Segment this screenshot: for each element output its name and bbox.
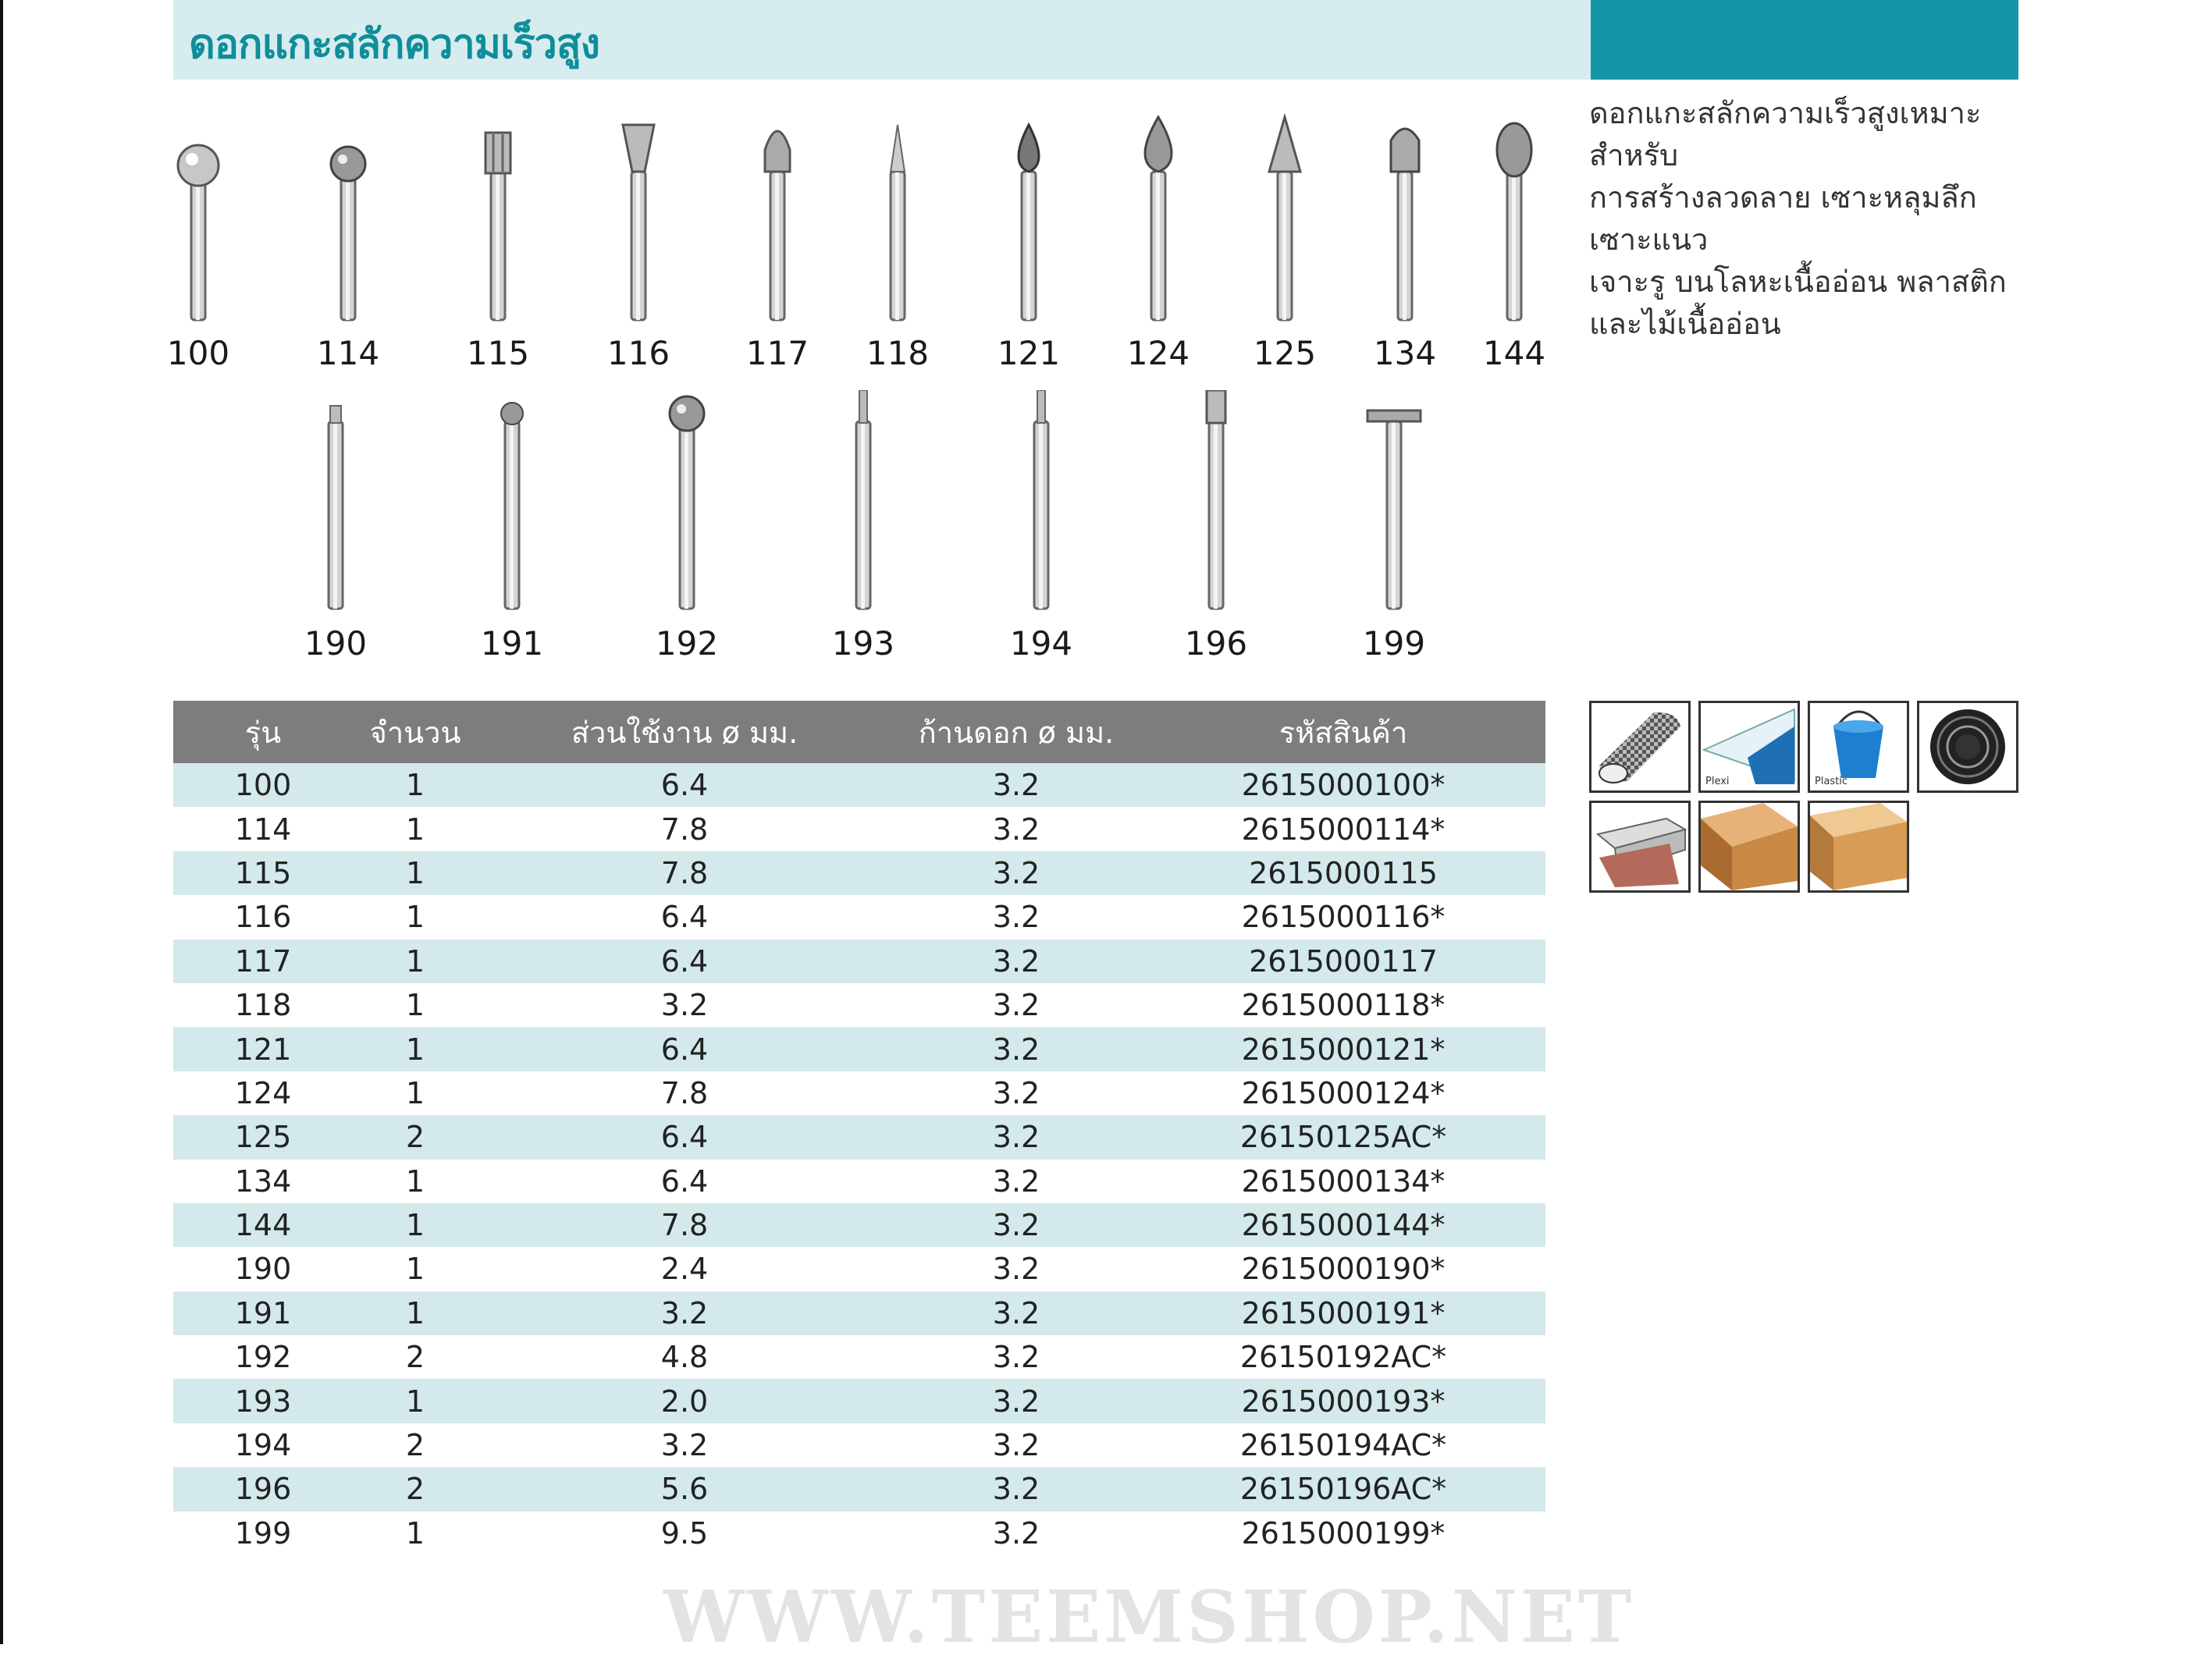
cell-shank-diameter: 3.2 (992, 1472, 1040, 1507)
bit-label: 196 (1184, 624, 1248, 663)
cell-product-code: 26150196AC* (1239, 1472, 1447, 1507)
cell-shank-diameter: 3.2 (992, 812, 1040, 847)
cell-working-diameter: 6.4 (660, 900, 709, 935)
table-row (173, 940, 1545, 983)
wood-board-icon (1808, 801, 1909, 893)
cell-shank-diameter: 3.2 (992, 1032, 1040, 1067)
cell-quantity: 1 (405, 900, 425, 935)
table-row (173, 851, 1545, 895)
cell-shank-diameter: 3.2 (992, 1384, 1040, 1419)
cell-working-diameter: 2.4 (660, 1252, 709, 1287)
cell-quantity: 2 (405, 1120, 425, 1155)
metal-profile-icon (1589, 801, 1691, 893)
bit-125-icon (1238, 101, 1332, 328)
cell-product-code: 2615000191* (1241, 1295, 1446, 1330)
cell-shank-diameter: 3.2 (992, 1163, 1040, 1199)
cell-model: 191 (234, 1295, 292, 1330)
table-row (173, 1203, 1545, 1247)
bit-118-icon (851, 101, 944, 328)
cell-shank-diameter: 3.2 (992, 1252, 1040, 1287)
cell-quantity: 1 (405, 1075, 425, 1110)
cell-model: 100 (234, 768, 292, 803)
cell-working-diameter: 5.6 (660, 1472, 709, 1507)
watermark: WWW.TEEMSHOP.NET (663, 1575, 1635, 1659)
page-border (0, 0, 3, 1644)
cell-working-diameter: 7.8 (660, 812, 709, 847)
cell-shank-diameter: 3.2 (992, 900, 1040, 935)
bit-label: 116 (606, 334, 670, 372)
cell-working-diameter: 3.2 (660, 988, 709, 1023)
cell-quantity: 1 (405, 1163, 425, 1199)
table-row (173, 1071, 1545, 1115)
cell-product-code: 2615000190* (1241, 1252, 1446, 1287)
bit-label: 144 (1482, 334, 1546, 372)
table-row (173, 983, 1545, 1027)
cell-model: 118 (234, 988, 292, 1023)
cell-product-code: 2615000114* (1241, 812, 1446, 847)
cell-product-code: 2615000193* (1241, 1384, 1446, 1419)
cell-working-diameter: 3.2 (660, 1428, 709, 1463)
softwood-icon (1698, 801, 1800, 893)
bit-196-icon (1169, 390, 1263, 616)
cell-shank-diameter: 3.2 (992, 988, 1040, 1023)
bit-label: 192 (655, 624, 719, 663)
cell-product-code: 2615000199* (1241, 1515, 1446, 1551)
cell-shank-diameter: 3.2 (992, 1428, 1040, 1463)
cell-quantity: 1 (405, 855, 425, 890)
cell-shank-diameter: 3.2 (992, 1075, 1040, 1110)
cell-model: 124 (234, 1075, 292, 1110)
bit-label: 121 (997, 334, 1061, 372)
cell-quantity: 1 (405, 768, 425, 803)
cell-quantity: 1 (405, 1032, 425, 1067)
cell-working-diameter: 6.4 (660, 1120, 709, 1155)
cell-shank-diameter: 3.2 (992, 768, 1040, 803)
header-accent (1591, 0, 2018, 80)
description-line: และไม้เนื้ออ่อน (1589, 307, 1781, 341)
cell-product-code: 2615000115 (1249, 855, 1438, 890)
description-line: เจาะรู บนโลหะเนื้ออ่อน พลาสติก (1589, 265, 2007, 299)
table-row (173, 1160, 1545, 1203)
plastic-label: Plastic (1815, 776, 1848, 787)
cell-working-diameter: 7.8 (660, 1075, 709, 1110)
plexi-icon (1698, 701, 1800, 793)
bit-194-icon (994, 390, 1088, 616)
cell-product-code: 2615000117 (1249, 943, 1438, 979)
table-row (173, 1291, 1545, 1335)
bit-label: 199 (1362, 624, 1426, 663)
table-row (173, 1335, 1545, 1379)
bit-100-icon (151, 101, 245, 328)
cell-working-diameter: 2.0 (660, 1384, 709, 1419)
cell-product-code: 2615000121* (1241, 1032, 1446, 1067)
bit-121-icon (982, 101, 1076, 328)
bit-192-icon (640, 390, 734, 616)
bit-label: 118 (866, 334, 930, 372)
table-row (173, 1467, 1545, 1511)
description-line: การสร้างลวดลาย เซาะหลุมลึก เซาะแนว (1589, 180, 1977, 257)
cell-product-code: 2615000124* (1241, 1075, 1446, 1110)
plastic-bucket-icon (1808, 701, 1909, 793)
bit-117-icon (731, 101, 824, 328)
cell-working-diameter: 7.8 (660, 1208, 709, 1243)
bit-label: 124 (1126, 334, 1190, 372)
table-body (173, 763, 1545, 1555)
cell-working-diameter: 6.4 (660, 1032, 709, 1067)
cell-shank-diameter: 3.2 (992, 943, 1040, 979)
bit-label: 117 (745, 334, 809, 372)
header-shank-diameter: ก้านดอก ø มม. (918, 715, 1115, 750)
cell-product-code: 2615000144* (1241, 1208, 1446, 1243)
bit-label: 190 (304, 624, 368, 663)
cell-quantity: 1 (405, 1295, 425, 1330)
cell-working-diameter: 9.5 (660, 1515, 709, 1551)
bit-193-icon (816, 390, 910, 616)
table-row (173, 1379, 1545, 1423)
cell-product-code: 2615000134* (1241, 1163, 1446, 1199)
bit-114-icon (301, 101, 395, 328)
table-row (173, 1423, 1545, 1467)
cell-model: 115 (234, 855, 292, 890)
cell-model: 196 (234, 1472, 292, 1507)
bit-191-icon (465, 390, 559, 616)
cell-product-code: 2615000118* (1241, 988, 1446, 1023)
bit-label: 194 (1009, 624, 1073, 663)
cell-shank-diameter: 3.2 (992, 1120, 1040, 1155)
cell-shank-diameter: 3.2 (992, 1340, 1040, 1375)
cell-working-diameter: 6.4 (660, 768, 709, 803)
header-model: รุ่น (244, 715, 282, 750)
rubber-tire-icon (1917, 701, 2018, 793)
table-header (173, 701, 1545, 763)
carbon-fiber-icon (1589, 701, 1691, 793)
bit-label: 125 (1253, 334, 1317, 372)
cell-product-code: 26150194AC* (1239, 1428, 1447, 1463)
header-quantity: จำนวน (369, 715, 461, 750)
bit-label: 191 (480, 624, 544, 663)
header-bar (173, 0, 1591, 80)
cell-quantity: 1 (405, 1252, 425, 1287)
cell-shank-diameter: 3.2 (992, 1208, 1040, 1243)
bit-label: 114 (316, 334, 380, 372)
cell-product-code: 2615000116* (1241, 900, 1446, 935)
cell-quantity: 1 (405, 943, 425, 979)
cell-model: 193 (234, 1384, 292, 1419)
bit-124-icon (1111, 101, 1205, 328)
cell-shank-diameter: 3.2 (992, 1295, 1040, 1330)
cell-working-diameter: 6.4 (660, 1163, 709, 1199)
spec-table (173, 701, 1545, 1555)
cell-product-code: 26150125AC* (1239, 1120, 1447, 1155)
bit-label: 100 (166, 334, 230, 372)
cell-quantity: 2 (405, 1340, 425, 1375)
header-product-code: รหัสสินค้า (1278, 715, 1408, 750)
table-row (173, 1027, 1545, 1071)
cell-quantity: 1 (405, 1384, 425, 1419)
bit-190-icon (289, 390, 382, 616)
table-row (173, 895, 1545, 939)
cell-model: 144 (234, 1208, 292, 1243)
table-row (173, 1247, 1545, 1291)
cell-model: 125 (234, 1120, 292, 1155)
bit-144-icon (1467, 101, 1561, 328)
cell-quantity: 1 (405, 1208, 425, 1243)
plexi-label: Plexi (1705, 776, 1730, 787)
bit-116-icon (592, 101, 685, 328)
cell-working-diameter: 3.2 (660, 1295, 709, 1330)
bit-199-icon (1347, 390, 1441, 616)
table-row (173, 1115, 1545, 1159)
cell-model: 121 (234, 1032, 292, 1067)
cell-quantity: 1 (405, 988, 425, 1023)
bit-134-icon (1358, 101, 1452, 328)
table-row (173, 807, 1545, 851)
product-description (1589, 92, 2026, 345)
bit-115-icon (451, 101, 545, 328)
page-title: ดอกแกะสลักความเร็วสูง (189, 21, 599, 68)
bit-label: 115 (466, 334, 530, 372)
cell-quantity: 1 (405, 1515, 425, 1551)
cell-model: 194 (234, 1428, 292, 1463)
cell-product-code: 26150192AC* (1239, 1340, 1447, 1375)
cell-model: 192 (234, 1340, 292, 1375)
cell-model: 117 (234, 943, 292, 979)
bit-label: 193 (831, 624, 895, 663)
cell-product-code: 2615000100* (1241, 768, 1446, 803)
bit-label: 134 (1373, 334, 1437, 372)
cell-model: 134 (234, 1163, 292, 1199)
cell-shank-diameter: 3.2 (992, 855, 1040, 890)
cell-working-diameter: 7.8 (660, 855, 709, 890)
table-row (173, 1512, 1545, 1555)
cell-model: 199 (234, 1515, 292, 1551)
cell-quantity: 1 (405, 812, 425, 847)
cell-model: 116 (234, 900, 292, 935)
cell-working-diameter: 4.8 (660, 1340, 709, 1375)
description-line: ดอกแกะสลักความเร็วสูงเหมาะสำหรับ (1589, 96, 1982, 172)
cell-quantity: 2 (405, 1472, 425, 1507)
cell-quantity: 2 (405, 1428, 425, 1463)
table-row (173, 763, 1545, 807)
cell-model: 114 (234, 812, 292, 847)
cell-working-diameter: 6.4 (660, 943, 709, 979)
cell-shank-diameter: 3.2 (992, 1515, 1040, 1551)
cell-model: 190 (234, 1252, 292, 1287)
header-working-diameter: ส่วนใช้งาน ø มม. (571, 715, 798, 750)
